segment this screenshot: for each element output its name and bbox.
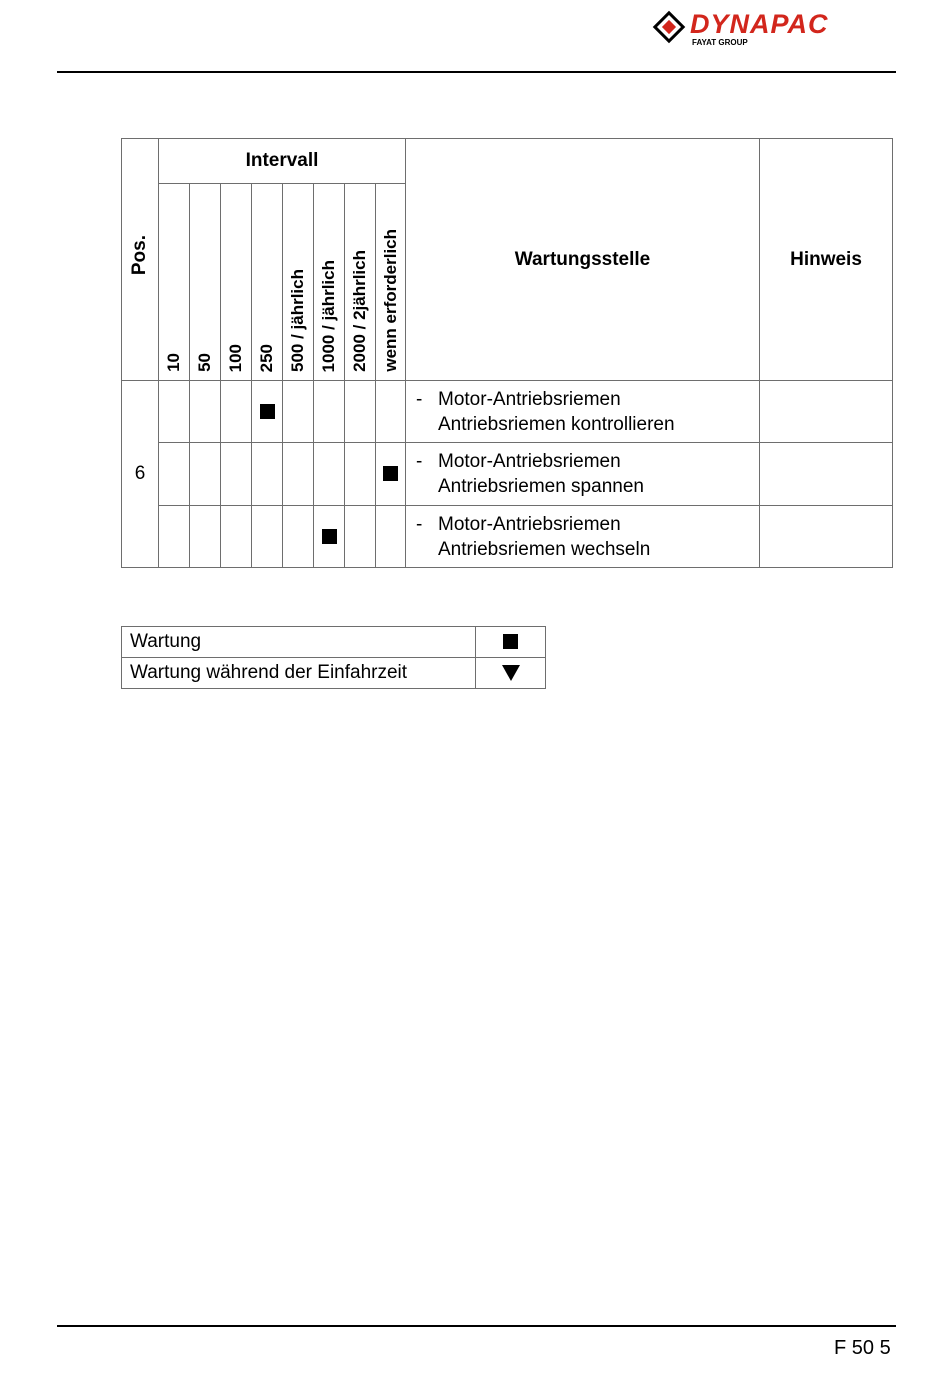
interval-col-1000: 1000 / jährlich <box>314 184 345 381</box>
interval-col-250: 250 <box>252 184 283 381</box>
maintenance-mark-icon <box>322 529 337 544</box>
maintenance-mark-icon <box>383 466 398 481</box>
hinweis-cell <box>760 506 893 568</box>
filled-square-icon <box>503 634 518 649</box>
logo-brand: DYNAPAC <box>690 9 829 39</box>
legend-row <box>122 627 546 658</box>
task-line-1: Motor-Antriebsriemen <box>438 451 621 472</box>
legend-row <box>122 658 546 689</box>
interval-col-50: 50 <box>190 184 221 381</box>
interval-header: Intervall <box>159 139 406 184</box>
task-line-1: Motor-Antriebsriemen <box>438 388 621 410</box>
task-line-2: Antriebsriemen wechseln <box>438 538 651 560</box>
task-line-1: Motor-Antriebsriemen <box>438 513 621 535</box>
legend-label: Wartung <box>122 627 476 658</box>
dynapac-diamond-icon <box>652 10 686 44</box>
hinweis-cell <box>760 443 893 506</box>
interval-col-500: 500 / jährlich <box>283 184 314 381</box>
pos-header <box>122 139 159 381</box>
page-number: F 50 5 <box>834 1337 891 1359</box>
table-row <box>122 443 893 506</box>
wartungsstelle-header: Wartungsstelle <box>406 139 760 381</box>
table-row <box>122 506 893 568</box>
hinweis-header: Hinweis <box>760 139 893 381</box>
task-cell: - Motor-Antriebsriemen Antriebsriemen kontrollieren <box>406 381 760 443</box>
header-rule <box>57 71 896 73</box>
task-line-2: Antriebsriemen spannen <box>438 476 644 497</box>
down-triangle-icon <box>502 665 520 681</box>
pos-value: 6 <box>122 381 159 568</box>
interval-col-10: 10 <box>159 184 190 381</box>
logo-subtitle: FAYAT GROUP <box>692 38 748 47</box>
maintenance-mark-icon <box>260 404 275 419</box>
interval-col-2000: 2000 / 2jährlich <box>345 184 376 381</box>
task-cell: - Motor-Antriebsriemen Antriebsriemen spannen <box>406 443 760 506</box>
footer-rule <box>57 1325 896 1327</box>
hinweis-cell <box>760 381 893 443</box>
task-line-2: Antriebsriemen kontrollieren <box>438 413 675 435</box>
table-row <box>122 381 893 443</box>
legend-table <box>121 626 546 689</box>
interval-col-100: 100 <box>221 184 252 381</box>
maintenance-table <box>121 138 893 568</box>
legend-label: Wartung während der Einfahrzeit <box>122 658 476 689</box>
dynapac-logo <box>650 8 900 48</box>
interval-col-as-needed: wenn erforderlich <box>376 184 406 381</box>
task-cell: - Motor-Antriebsriemen Antriebsriemen wechseln <box>406 506 760 568</box>
pos-header-label: Pos. <box>129 235 150 276</box>
